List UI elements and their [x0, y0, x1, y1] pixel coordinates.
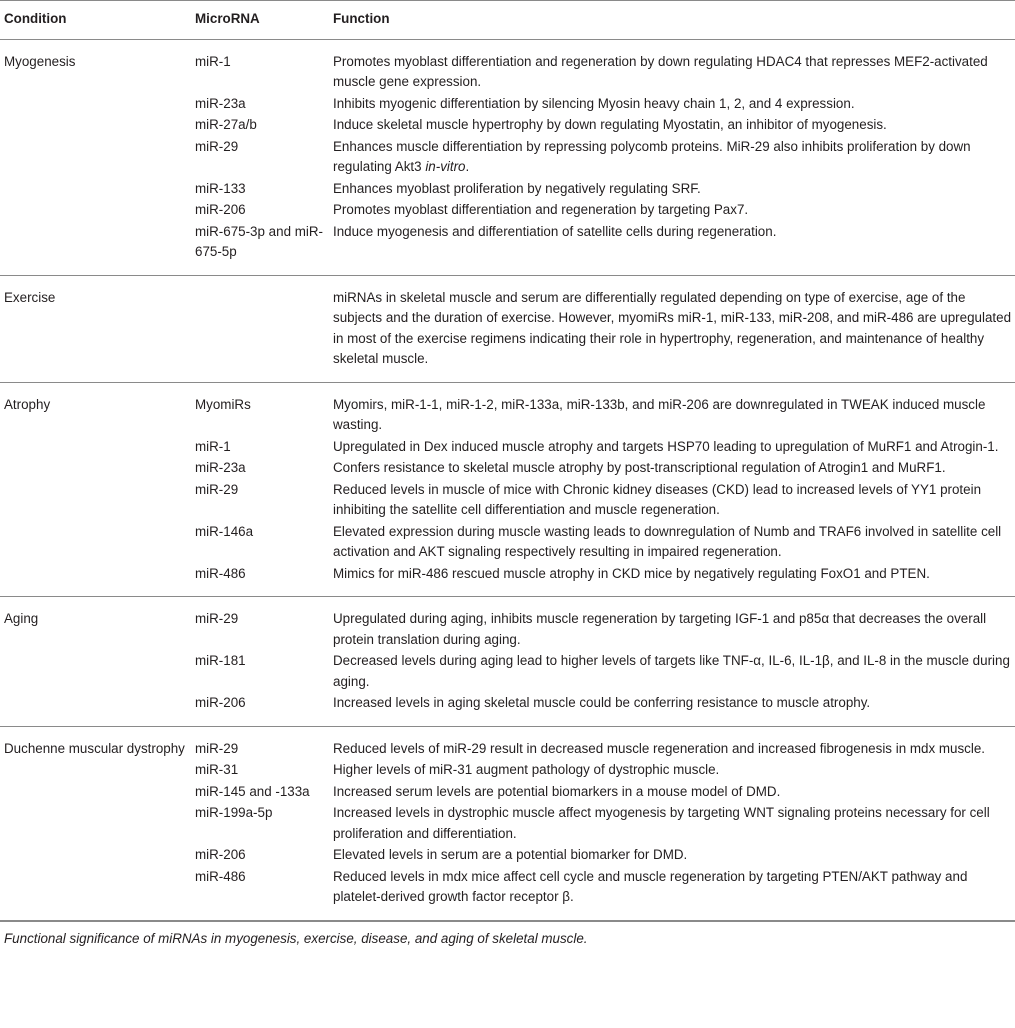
function-cell — [333, 39, 1015, 93]
mirna-cell: miR-145 and -133a — [195, 783, 310, 799]
function-text: miRNAs in skeletal muscle and serum are differentially regulated depending on type of exercise, age of the subjects and the duration of exercise. However, myomiRs miR-1, miR-133, miR-208, and miR-486 are upregulated in most of the exercise regimens indicating their role in hypertrophy, regeneration, and maintenance of healthy skeletal muscle. — [333, 289, 1012, 366]
table-row — [0, 844, 1015, 866]
function-text: Upregulated during aging, inhibits muscle regeneration by targeting IGF-1 and p85α that decreases the overall protein translation during aging. — [333, 611, 987, 647]
header-condition: Condition — [0, 1, 195, 40]
function-text: Increased levels in aging skeletal muscle could be conferring resistance to muscle atrophy. — [333, 695, 871, 710]
mirna-cell: miR-486 — [195, 563, 333, 597]
table-row — [0, 382, 1015, 436]
function-text: Higher levels of miR-31 augment pathology of dystrophic muscle. — [333, 762, 720, 777]
function-text: Confers resistance to skeletal muscle atrophy by post-transcriptional regulation of Atrogin1 and MuRF1. — [333, 460, 946, 475]
mirna-cell: miR-29 — [195, 481, 239, 497]
function-text: Increased levels in dystrophic muscle affect myogenesis by targeting WNT signaling proteins necessary for cell proliferation and differentiation. — [333, 805, 990, 841]
header-microrna: MicroRNA — [195, 1, 333, 40]
table-row — [0, 479, 1015, 521]
function-cell — [333, 436, 1015, 458]
function-cell — [333, 275, 1015, 382]
function-text: Enhances muscle differentiation by repressing polycomb proteins. MiR-29 also inhibits proliferation by down regulating Akt3 — [333, 138, 971, 174]
table-row — [0, 781, 1015, 803]
function-cell — [333, 221, 1015, 276]
table-row — [0, 114, 1015, 136]
mirna-cell: miR-1 — [195, 53, 231, 69]
function-text: Mimics for miR-486 rescued muscle atrophy in CKD mice by negatively regulating FoxO1 and PTEN. — [333, 565, 930, 581]
table-row — [0, 93, 1015, 115]
condition-cell — [0, 563, 195, 597]
condition-cell — [0, 759, 195, 781]
function-cell — [333, 563, 1015, 597]
table-row — [0, 597, 1015, 651]
mirna-cell: miR-206 — [195, 847, 246, 862]
function-text: Elevated expression during muscle wasting leads to downregulation of Numb and TRAF6 involved in satellite cell activation and AKT signaling respectively resulting in impaired regeneration. — [333, 523, 1002, 559]
condition-cell — [0, 844, 195, 866]
condition-cell — [0, 114, 195, 136]
condition-cell — [0, 136, 195, 178]
table-row — [0, 563, 1015, 597]
table-row — [0, 726, 1015, 759]
table-row — [0, 178, 1015, 200]
function-cell — [333, 802, 1015, 844]
mirna-cell: miR-146a — [195, 523, 254, 539]
table-body — [0, 39, 1015, 920]
mirna-cell: miR-1 — [195, 438, 231, 454]
condition-cell — [0, 650, 195, 692]
table-row — [0, 692, 1015, 726]
function-cell — [333, 597, 1015, 651]
table-row — [0, 759, 1015, 781]
condition-cell — [0, 781, 195, 803]
table-row — [0, 650, 1015, 692]
function-text: Myomirs, miR-1-1, miR-1-2, miR-133a, miR-133b, and miR-206 are downregulated in TWEAK induced muscle wasting. — [333, 396, 986, 432]
header-function: Function — [333, 1, 1015, 40]
function-text: Enhances myoblast proliferation by negatively regulating SRF. — [333, 180, 701, 196]
function-cell — [333, 382, 1015, 436]
function-text: Promotes myoblast differentiation and regeneration by targeting Pax7. — [333, 202, 749, 217]
function-text: Induce myogenesis and differentiation of satellite cells during regeneration. — [333, 223, 777, 239]
header-row — [0, 1, 1015, 40]
condition-cell — [0, 692, 195, 726]
function-cell — [333, 866, 1015, 921]
mirna-cell: miR-675-3p and miR-675-5p — [195, 221, 333, 276]
mirna-cell: miR-23a — [195, 95, 246, 111]
table-row — [0, 199, 1015, 221]
condition-cell — [0, 457, 195, 479]
mirna-cell: miR-206 — [195, 202, 246, 217]
function-text: Reduced levels in muscle of mice with Chronic kidney diseases (CKD) lead to increased levels of YY1 protein inhibiting the satellite cell differentiation and muscle regeneration. — [333, 481, 982, 517]
mirna-cell: miR-181 — [195, 653, 246, 668]
condition-cell — [0, 93, 195, 115]
condition-cell — [0, 178, 195, 200]
condition-cell — [0, 199, 195, 221]
table-row — [0, 221, 1015, 276]
mirna-cell: miR-486 — [195, 866, 333, 921]
function-text: Induce skeletal muscle hypertrophy by down regulating Myostatin, an inhibitor of myogenesis. — [333, 117, 887, 132]
function-cell — [333, 136, 1015, 178]
function-text: Decreased levels during aging lead to higher levels of targets like TNF-α, IL-6, IL-1β, and IL-8 in the muscle during aging. — [333, 653, 1010, 689]
mirna-cell: miR-29 — [195, 138, 239, 154]
function-cell — [333, 844, 1015, 866]
condition-cell — [0, 479, 195, 521]
mirna-cell: miR-27a/b — [195, 117, 257, 132]
table-row — [0, 457, 1015, 479]
condition-cell: Aging — [4, 611, 39, 626]
function-text: Reduced levels of miR-29 result in decreased muscle regeneration and increased fibrogenesis in mdx muscle. — [333, 740, 986, 756]
function-text: Elevated levels in serum are a potential biomarker for DMD. — [333, 847, 688, 862]
function-cell — [333, 178, 1015, 200]
condition-cell — [0, 866, 195, 921]
mirna-cell: miR-199a-5p — [195, 805, 273, 820]
function-cell — [333, 114, 1015, 136]
mirna-cell: miR-29 — [195, 611, 239, 626]
function-text-tail: . — [465, 159, 470, 174]
condition-cell — [0, 802, 195, 844]
mirna-cell: miR-23a — [195, 460, 246, 475]
condition-cell: Duchenne muscular dystrophy — [4, 740, 185, 756]
function-cell — [333, 759, 1015, 781]
function-text-italic: in-vitro — [421, 159, 466, 174]
function-text: Upregulated in Dex induced muscle atrophy and targets HSP70 leading to upregulation of MuRF1 and Atrogin-1. — [333, 438, 999, 454]
function-cell — [333, 521, 1015, 563]
condition-cell: Myogenesis — [4, 53, 76, 69]
condition-cell: Exercise — [0, 275, 195, 382]
table-row — [0, 136, 1015, 178]
table-caption: Functional significance of miRNAs in myogenesis, exercise, disease, and aging of skeletal muscle. — [0, 921, 1015, 949]
function-cell — [333, 650, 1015, 692]
function-text: Inhibits myogenic differentiation by silencing Myosin heavy chain 1, 2, and 4 expression. — [333, 95, 855, 111]
function-cell — [333, 692, 1015, 726]
function-text: Promotes myoblast differentiation and regeneration by down regulating HDAC4 that represses MEF2-activated muscle gene expression. — [333, 53, 988, 89]
mirna-cell: miR-133 — [195, 180, 246, 196]
mirna-cell: MyomiRs — [195, 396, 251, 412]
mirna-cell: miR-31 — [195, 762, 239, 777]
function-text: Reduced levels in mdx mice affect cell cycle and muscle regeneration by targeting PTEN/AKT pathway and platelet-derived growth factor receptor β. — [333, 868, 968, 904]
mirna-cell: miR-206 — [195, 692, 333, 726]
function-cell — [333, 479, 1015, 521]
function-cell — [333, 726, 1015, 759]
table-row — [0, 436, 1015, 458]
function-text: Increased serum levels are potential biomarkers in a mouse model of DMD. — [333, 783, 781, 799]
function-cell — [333, 457, 1015, 479]
function-cell — [333, 93, 1015, 115]
condition-cell — [0, 221, 195, 276]
function-cell — [333, 781, 1015, 803]
table-row — [0, 39, 1015, 93]
table-row — [0, 521, 1015, 563]
table-row — [0, 275, 1015, 382]
function-cell — [333, 199, 1015, 221]
condition-cell — [0, 521, 195, 563]
condition-cell — [0, 436, 195, 458]
mirna-cell — [195, 275, 333, 382]
mirna-cell: miR-29 — [195, 740, 239, 756]
table-row — [0, 802, 1015, 844]
table-row — [0, 866, 1015, 921]
condition-cell: Atrophy — [4, 396, 51, 412]
